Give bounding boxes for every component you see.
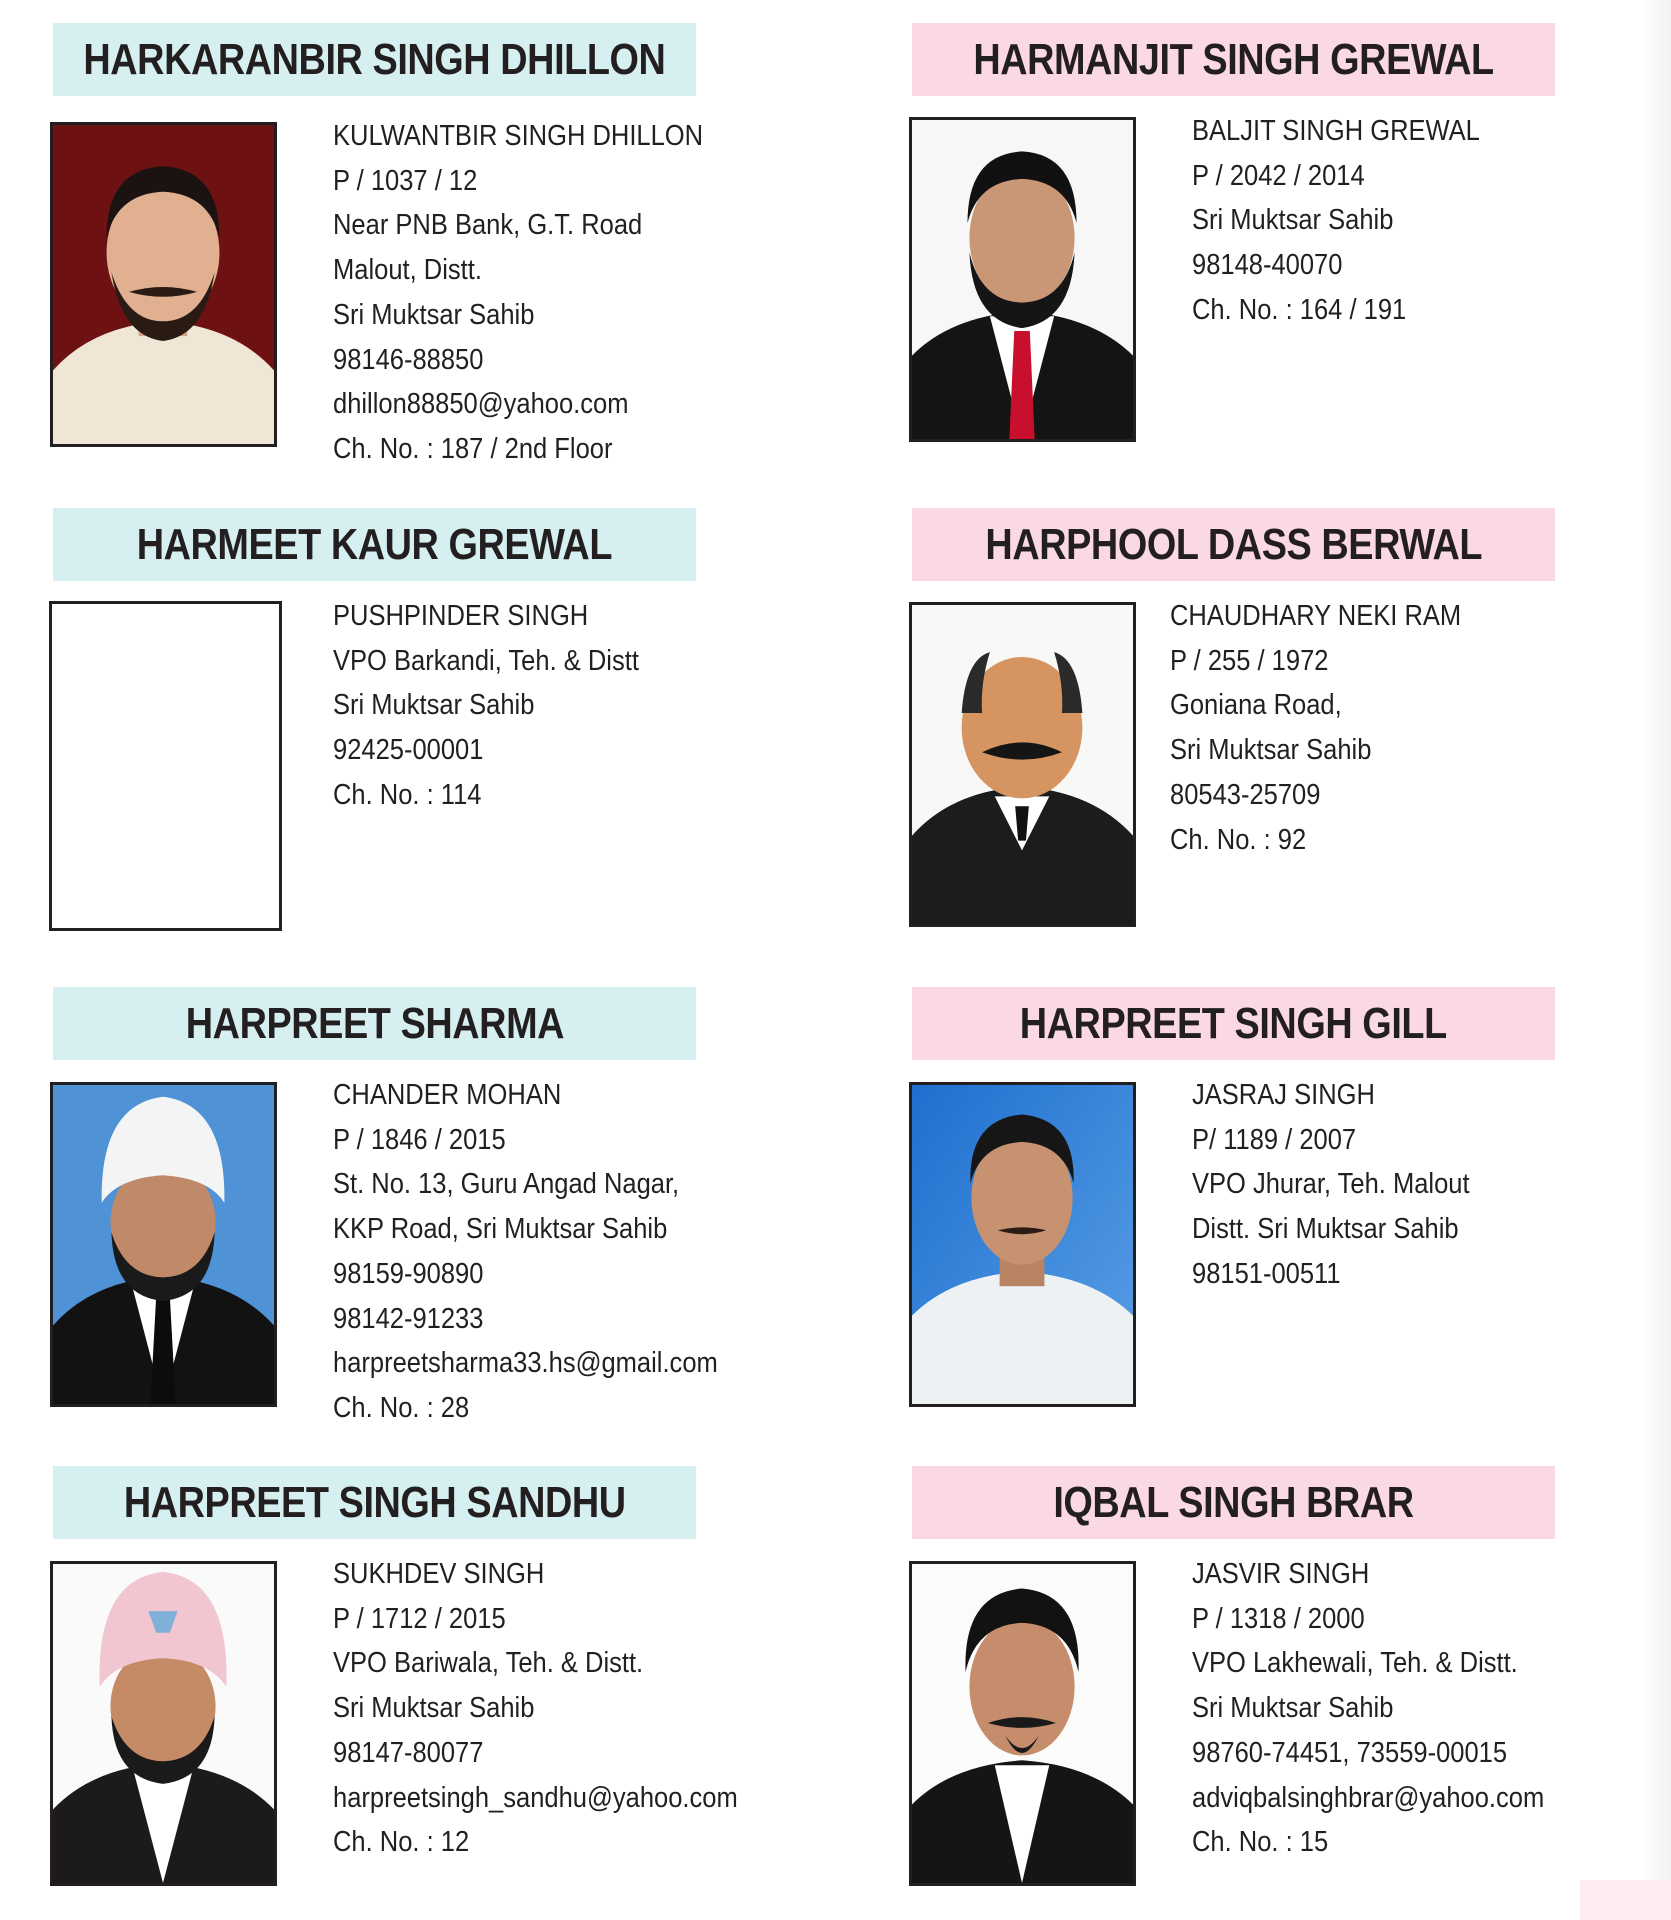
father-name: BALJIT SINGH GREWAL — [1192, 115, 1480, 147]
father-name: JASVIR SINGH — [1192, 1558, 1370, 1590]
phone-number: 98147-80077 — [333, 1736, 484, 1769]
email-address: dhillon88850@yahoo.com — [333, 388, 629, 421]
member-details — [1192, 1073, 1507, 1297]
member-photo-placeholder — [49, 601, 282, 931]
address-line: VPO Jhurar, Teh. Malout — [1192, 1168, 1470, 1201]
member-name: HARPREET SHARMA — [185, 998, 564, 1048]
registration-number: P / 1846 / 2015 — [333, 1123, 506, 1156]
member-details — [333, 594, 681, 818]
address-line: VPO Barkandi, Teh. & Distt — [333, 644, 639, 677]
member-name: IQBAL SINGH BRAR — [1053, 1477, 1414, 1527]
member-name: HARMEET KAUR GREWAL — [136, 519, 613, 569]
member-photo — [909, 1082, 1136, 1407]
member-details — [333, 114, 754, 472]
phone-number: 92425-00001 — [333, 734, 484, 767]
address-line: Sri Muktsar Sahib — [1170, 734, 1372, 767]
email-address: harpreetsharma33.hs@gmail.com — [333, 1347, 718, 1380]
phone-number: 80543-25709 — [1170, 778, 1321, 811]
chamber-number: Ch. No. : 28 — [333, 1391, 470, 1424]
member-name: HARKARANBIR SINGH DHILLON — [83, 34, 666, 84]
member-name: HARPREET SINGH SANDHU — [123, 1477, 626, 1527]
address-line: Sri Muktsar Sahib — [333, 1692, 535, 1725]
member-photo — [50, 1082, 277, 1407]
member-name-bar — [53, 1466, 696, 1539]
chamber-number: Ch. No. : 187 / 2nd Floor — [333, 432, 613, 465]
chamber-number: Ch. No. : 114 — [333, 778, 482, 811]
chamber-number: Ch. No. : 92 — [1170, 823, 1307, 856]
member-name-bar — [912, 1466, 1555, 1539]
registration-number: P/ 1189 / 2007 — [1192, 1123, 1357, 1156]
chamber-number: Ch. No. : 12 — [333, 1826, 470, 1859]
address-line: Sri Muktsar Sahib — [1192, 1692, 1394, 1725]
address-line: VPO Lakhewali, Teh. & Distt. — [1192, 1647, 1518, 1680]
father-name: KULWANTBIR SINGH DHILLON — [333, 120, 704, 152]
father-name: SUKHDEV SINGH — [333, 1558, 545, 1590]
address-line: Sri Muktsar Sahib — [333, 689, 535, 722]
registration-number: P / 1712 / 2015 — [333, 1602, 506, 1635]
member-photo — [909, 117, 1136, 442]
member-name: HARMANJIT SINGH GREWAL — [973, 34, 1494, 84]
member-photo — [50, 1561, 277, 1886]
member-photo — [909, 1561, 1136, 1886]
member-name: HARPHOOL DASS BERWAL — [985, 519, 1482, 569]
member-details — [1192, 1552, 1592, 1865]
member-name-bar — [53, 987, 696, 1060]
address-line: St. No. 13, Guru Angad Nagar, — [333, 1168, 680, 1201]
member-name-bar — [912, 23, 1555, 96]
phone-number: 98159-90890 — [333, 1257, 484, 1290]
member-name-bar — [53, 23, 696, 96]
address-line: Sri Muktsar Sahib — [1192, 204, 1394, 237]
member-name-bar — [912, 987, 1555, 1060]
chamber-number: Ch. No. : 15 — [1192, 1826, 1329, 1859]
phone-number: 98760-74451, 73559-00015 — [1192, 1736, 1508, 1769]
chamber-number: Ch. No. : 164 / 191 — [1192, 293, 1407, 326]
address-line: Near PNB Bank, G.T. Road — [333, 209, 643, 242]
member-photo — [909, 602, 1136, 927]
registration-number: P / 255 / 1972 — [1170, 644, 1329, 677]
member-name: HARPREET SINGH GILL — [1019, 998, 1448, 1048]
member-photo — [50, 122, 277, 447]
registration-number: P / 1037 / 12 — [333, 164, 478, 197]
address-line: Malout, Distt. — [333, 254, 482, 287]
member-details — [333, 1552, 793, 1865]
phone-number: 98148-40070 — [1192, 249, 1343, 282]
member-details — [1192, 109, 1519, 333]
father-name: CHANDER MOHAN — [333, 1079, 562, 1111]
member-details — [1170, 594, 1501, 862]
phone-number: 98142-91233 — [333, 1302, 484, 1335]
email-address: adviqbalsinghbrar@yahoo.com — [1192, 1781, 1545, 1814]
member-details — [333, 1073, 770, 1431]
member-name-bar — [912, 508, 1555, 581]
address-line: KKP Road, Sri Muktsar Sahib — [333, 1213, 668, 1246]
email-address: harpreetsingh_sandhu@yahoo.com — [333, 1781, 738, 1814]
phone-number: 98146-88850 — [333, 343, 484, 376]
address-line: Distt. Sri Muktsar Sahib — [1192, 1213, 1459, 1246]
page-corner-decoration — [1580, 1880, 1671, 1920]
page-edge — [1640, 0, 1671, 1920]
address-line: Sri Muktsar Sahib — [333, 298, 535, 331]
registration-number: P / 2042 / 2014 — [1192, 159, 1365, 192]
registration-number: P / 1318 / 2000 — [1192, 1602, 1365, 1635]
address-line: Goniana Road, — [1170, 689, 1342, 722]
member-name-bar — [53, 508, 696, 581]
father-name: JASRAJ SINGH — [1192, 1079, 1375, 1111]
father-name: CHAUDHARY NEKI RAM — [1170, 600, 1462, 632]
father-name: PUSHPINDER SINGH — [333, 600, 589, 632]
address-line: VPO Bariwala, Teh. & Distt. — [333, 1647, 644, 1680]
phone-number: 98151-00511 — [1192, 1257, 1341, 1290]
